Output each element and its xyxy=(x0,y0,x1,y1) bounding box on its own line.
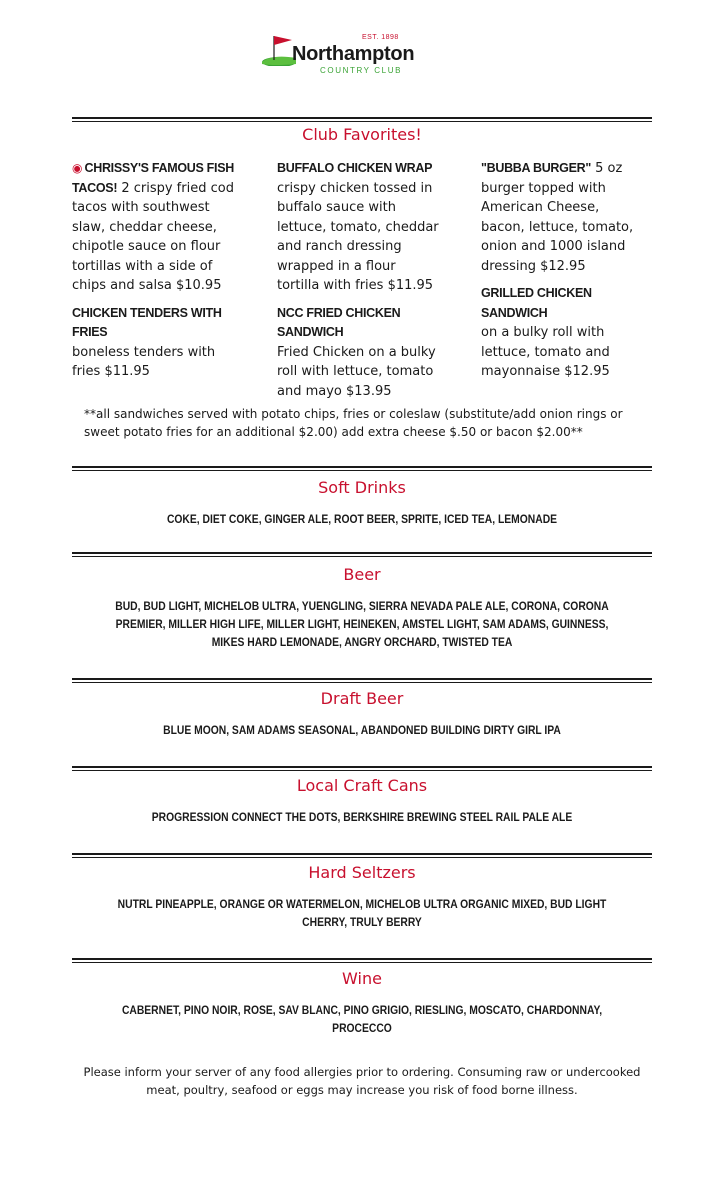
section-divider xyxy=(72,853,652,858)
menu-item xyxy=(277,159,439,296)
menu-item xyxy=(72,159,244,296)
section-divider xyxy=(72,117,652,122)
menu-item-desc: 5 oz burger topped with American Cheese, bacon, lettuce, tomato, onion and 1000 island dressing xyxy=(481,161,634,274)
section-title-wine: Wine xyxy=(342,969,382,988)
section-title-hard-seltzers: Hard Seltzers xyxy=(308,863,416,882)
golf-flag-icon xyxy=(262,32,296,66)
menu-item-name: CHICKEN TENDERS WITH FRIES xyxy=(72,305,222,339)
section-divider xyxy=(72,766,652,771)
menu-item-price: $12.95 xyxy=(564,364,610,379)
menu-item-price: $10.95 xyxy=(175,278,222,293)
section-title-club-favorites: Club Favorites! xyxy=(302,125,422,144)
menu-item-price: $13.95 xyxy=(346,383,392,399)
section-divider xyxy=(72,466,652,471)
est-text: EST. 1898 xyxy=(362,34,399,41)
club-subtitle: COUNTRY CLUB xyxy=(320,66,403,75)
section-title-local-craft-cans: Local Craft Cans xyxy=(296,776,428,795)
soft-drinks-list: COKE, DIET COKE, GINGER ALE, ROOT BEER, SPRITE, ICED TEA, LEMONADE xyxy=(166,512,558,526)
section-title-beer: Beer xyxy=(343,565,381,584)
menu-item-desc: boneless tenders with fries xyxy=(72,344,216,379)
menu-item-price: $11.95 xyxy=(387,278,434,293)
menu-column-2 xyxy=(277,159,439,409)
wine-list: CABERNET, PINO NOIR, ROSE, SAV BLANC, PINO GRIGIO, RIESLING, MOSCATO, CHARDONNAY, PROCECCO xyxy=(121,1003,603,1035)
menu-item-desc: crispy chicken tossed in buffalo sauce with lettuce, tomato, cheddar and ranch dressing wrapped in a flour tortilla with fries xyxy=(277,180,439,293)
menu-item xyxy=(72,304,244,382)
menu-item-name: GRILLED CHICKEN SANDWICH xyxy=(481,286,592,320)
sandwich-note: **all sandwiches served with potato chips, fries or coleslaw (substitute/add onion rings or sweet potato fries for an additional $2.00) add extra cheese $.50 or bacon $2.00** xyxy=(84,407,623,439)
menu-item-name: BUFFALO CHICKEN WRAP xyxy=(277,161,433,175)
menu-item-name: CHRISSY'S FAMOUS FISH TACOS! xyxy=(72,161,234,195)
allergy-disclaimer: Please inform your server of any food allergies prior to ordering. Consuming raw or undercooked meat, poultry, seafood or eggs may increase you risk of food borne illness. xyxy=(83,1065,641,1097)
menu-item-desc: 2 crispy fried cod tacos with southwest slaw, cheddar cheese, chipotle sauce on flour tortillas with a side of chips and salsa xyxy=(72,180,234,293)
menu-item-name: NCC FRIED CHICKEN SANDWICH xyxy=(277,305,401,339)
menu-item xyxy=(277,304,439,402)
beer-list: BUD, BUD LIGHT, MICHELOB ULTRA, YUENGLING, SIERRA NEVADA PALE ALE, CORONA, CORONA PREMIER, MILLER HIGH LIFE, MILLER LIGHT, HEINEKEN, AMSTEL LIGHT, SAM ADAMS, GUINNESS, MIKES HARD LEMONADE, ANGRY ORCHARD, TWISTED TEA xyxy=(115,599,609,649)
hard-seltzers-list: NUTRL PINEAPPLE, ORANGE OR WATERMELON, MICHELOB ULTRA ORGANIC MIXED, BUD LIGHT CHERRY, TRULY BERRY xyxy=(117,897,607,929)
section-title-draft-beer: Draft Beer xyxy=(320,689,404,708)
menu-item-desc: on a bulky roll with lettuce, tomato and mayonnaise xyxy=(481,325,610,379)
menu-item-price: $12.95 xyxy=(540,258,586,274)
local-craft-list: PROGRESSION CONNECT THE DOTS, BERKSHIRE BREWING STEEL RAIL PALE ALE xyxy=(151,810,573,824)
menu-item xyxy=(481,159,643,276)
section-title-soft-drinks: Soft Drinks xyxy=(318,478,406,497)
club-logo xyxy=(258,30,438,78)
lips-icon: ◉ xyxy=(72,161,83,175)
menu-column-1 xyxy=(72,159,244,390)
menu-item-price: $11.95 xyxy=(104,364,150,379)
menu-column-3 xyxy=(481,159,643,390)
section-divider xyxy=(72,552,652,557)
section-divider xyxy=(72,958,652,963)
section-divider xyxy=(72,678,652,683)
menu-item xyxy=(481,284,643,382)
club-name: Northampton xyxy=(292,43,415,65)
draft-beer-list: BLUE MOON, SAM ADAMS SEASONAL, ABANDONED BUILDING DIRTY GIRL IPA xyxy=(163,723,561,737)
menu-item-desc: Fried Chicken on a bulky roll with lettuce, tomato and mayo xyxy=(277,344,436,399)
menu-item-name: "BUBBA BURGER" xyxy=(481,161,591,175)
